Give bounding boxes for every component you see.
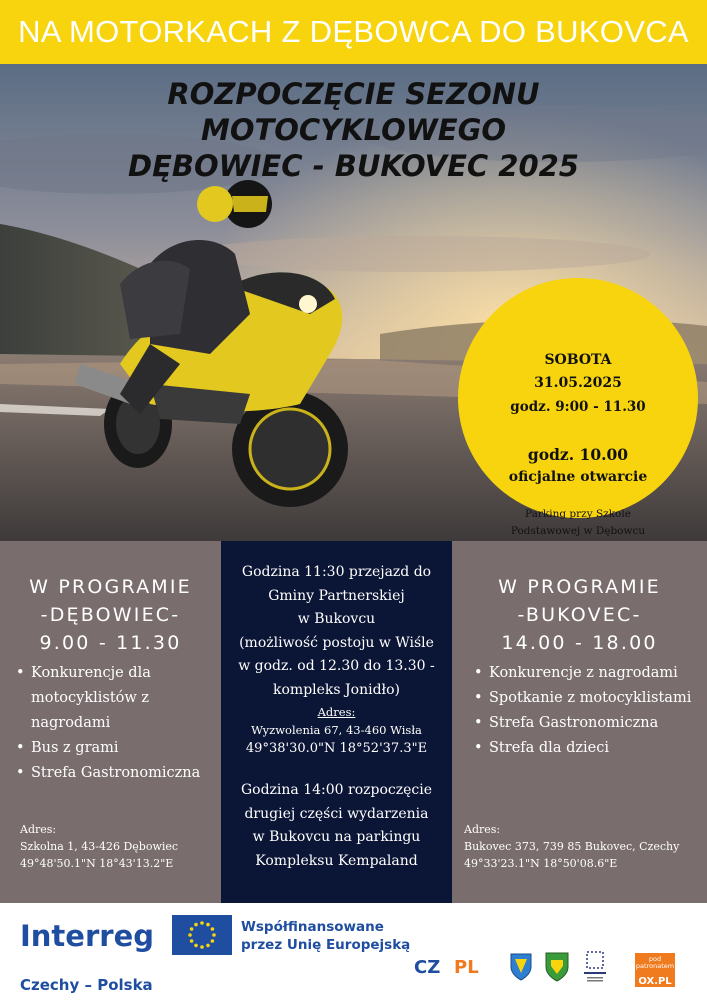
event-date: 31.05.2025 xyxy=(534,375,622,391)
event-info-circle xyxy=(458,278,698,537)
program-heading-line: 9.00 - 11.30 xyxy=(39,632,182,654)
address-coords: 49°48'50.1"N 18°43'13.2"E xyxy=(20,857,174,870)
eu-flag-icon xyxy=(172,915,232,955)
eu-cofinancing-text xyxy=(241,918,410,954)
patronage-logo xyxy=(635,953,675,987)
program-bukovec xyxy=(452,541,707,903)
program-heading-line: -BUKOVEC- xyxy=(517,604,642,626)
interreg-region: Czechy – Polska xyxy=(20,976,153,994)
czpl-logo-pl: PL xyxy=(454,957,479,976)
address-coords: 49°38'30.0"N 18°52'37.3"E xyxy=(245,741,428,756)
address-block xyxy=(464,821,679,872)
address-street: Bukovec 373, 739 85 Bukovec, Czechy xyxy=(464,840,680,853)
parking-line: Podstawowej w Dębowcu xyxy=(510,525,646,537)
top-banner xyxy=(0,0,707,64)
address-label: Adres: xyxy=(317,705,356,719)
czpl-logo-cz: CZ xyxy=(414,957,441,976)
transfer-line: w Bukovcu xyxy=(297,611,376,627)
transfer-line: Godzina 11:30 przejazd do xyxy=(241,564,432,580)
interreg-logo: Interreg xyxy=(20,919,154,953)
address-street: Wyzwolenia 67, 43-460 Wisła xyxy=(251,723,422,737)
program-debowiec xyxy=(0,541,221,903)
second-part-line: w Bukovcu na parkingu xyxy=(252,829,421,845)
second-part-line: drugiej części wydarzenia xyxy=(244,805,429,822)
program-heading-line: -DĘBOWIEC- xyxy=(40,604,181,626)
banner-title: NA MOTORKACH Z DĘBOWCA DO BUKOVCA xyxy=(18,14,689,49)
program-heading xyxy=(0,573,221,657)
list-item: • Strefa Gastronomiczna xyxy=(16,761,216,786)
euroregion-logo-icon xyxy=(582,950,608,984)
event-title xyxy=(0,76,707,184)
list-item: • Spotkanie z motocyklistami xyxy=(474,686,704,711)
eu-text-line: Współfinansowane xyxy=(241,919,384,935)
program-heading-line: 14.00 - 18.00 xyxy=(501,632,658,654)
transfer-line: kompleks Jonidło) xyxy=(273,681,400,698)
list-item: • Konkurencje z nagrodami xyxy=(474,661,704,686)
municipal-crest-icon xyxy=(545,952,569,982)
event-title-line: DĘBOWIEC - BUKOVEC 2025 xyxy=(128,149,579,183)
second-part-text xyxy=(221,779,452,873)
transfer-line: Gminy Partnerskiej xyxy=(268,587,405,604)
program-heading xyxy=(452,573,707,657)
event-time: godz. 9:00 - 11.30 xyxy=(510,399,646,415)
opening-label: oficjalne otwarcie xyxy=(508,469,648,485)
transfer-info xyxy=(221,541,452,903)
second-part-line: Godzina 14:00 rozpoczęcie xyxy=(240,782,433,798)
opening-time: godz. 10.00 xyxy=(527,445,629,464)
program-heading-line: W PROGRAMIE xyxy=(498,576,661,598)
czpl-logo xyxy=(414,956,494,976)
list-item: • Konkurencje dla motocyklistów z nagrodami xyxy=(16,661,216,736)
eu-text-line: przez Unię Europejską xyxy=(241,937,411,953)
address-street: Szkolna 1, 43-426 Dębowiec xyxy=(20,840,179,853)
municipal-crest-icon xyxy=(510,953,532,981)
hero-section xyxy=(0,64,707,541)
list-item: • Strefa Gastronomiczna xyxy=(474,711,704,736)
address-label: Adres: xyxy=(20,823,57,836)
list-item: • Strefa dla dzieci xyxy=(474,736,704,761)
footer-logos xyxy=(0,903,707,1000)
patronage-label: pod patronatem xyxy=(635,955,675,970)
program-list xyxy=(474,661,704,761)
patronage-name: OX.PL xyxy=(638,976,672,987)
parking-line: Parking przy Szkole xyxy=(525,508,631,520)
second-part-line: Kompleksu Kempaland xyxy=(255,852,418,869)
address-coords: 49°33'23.1"N 18°50'08.6"E xyxy=(464,857,618,870)
transfer-line: (możliwość postoju w Wiśle xyxy=(239,634,434,651)
address-block xyxy=(20,821,178,872)
transfer-text xyxy=(221,561,452,702)
address-label: Adres: xyxy=(464,823,501,836)
event-title-line: ROZPOCZĘCIE SEZONU xyxy=(167,77,540,111)
parking-info xyxy=(488,506,668,540)
transfer-line: w godz. od 12.30 do 13.30 - xyxy=(238,658,435,674)
program-list xyxy=(16,661,216,786)
list-item: • Bus z grami xyxy=(16,736,216,761)
event-title-line: MOTOCYKLOWEGO xyxy=(200,113,507,147)
program-heading-line: W PROGRAMIE xyxy=(29,576,192,598)
event-day: SOBOTA xyxy=(544,352,612,368)
